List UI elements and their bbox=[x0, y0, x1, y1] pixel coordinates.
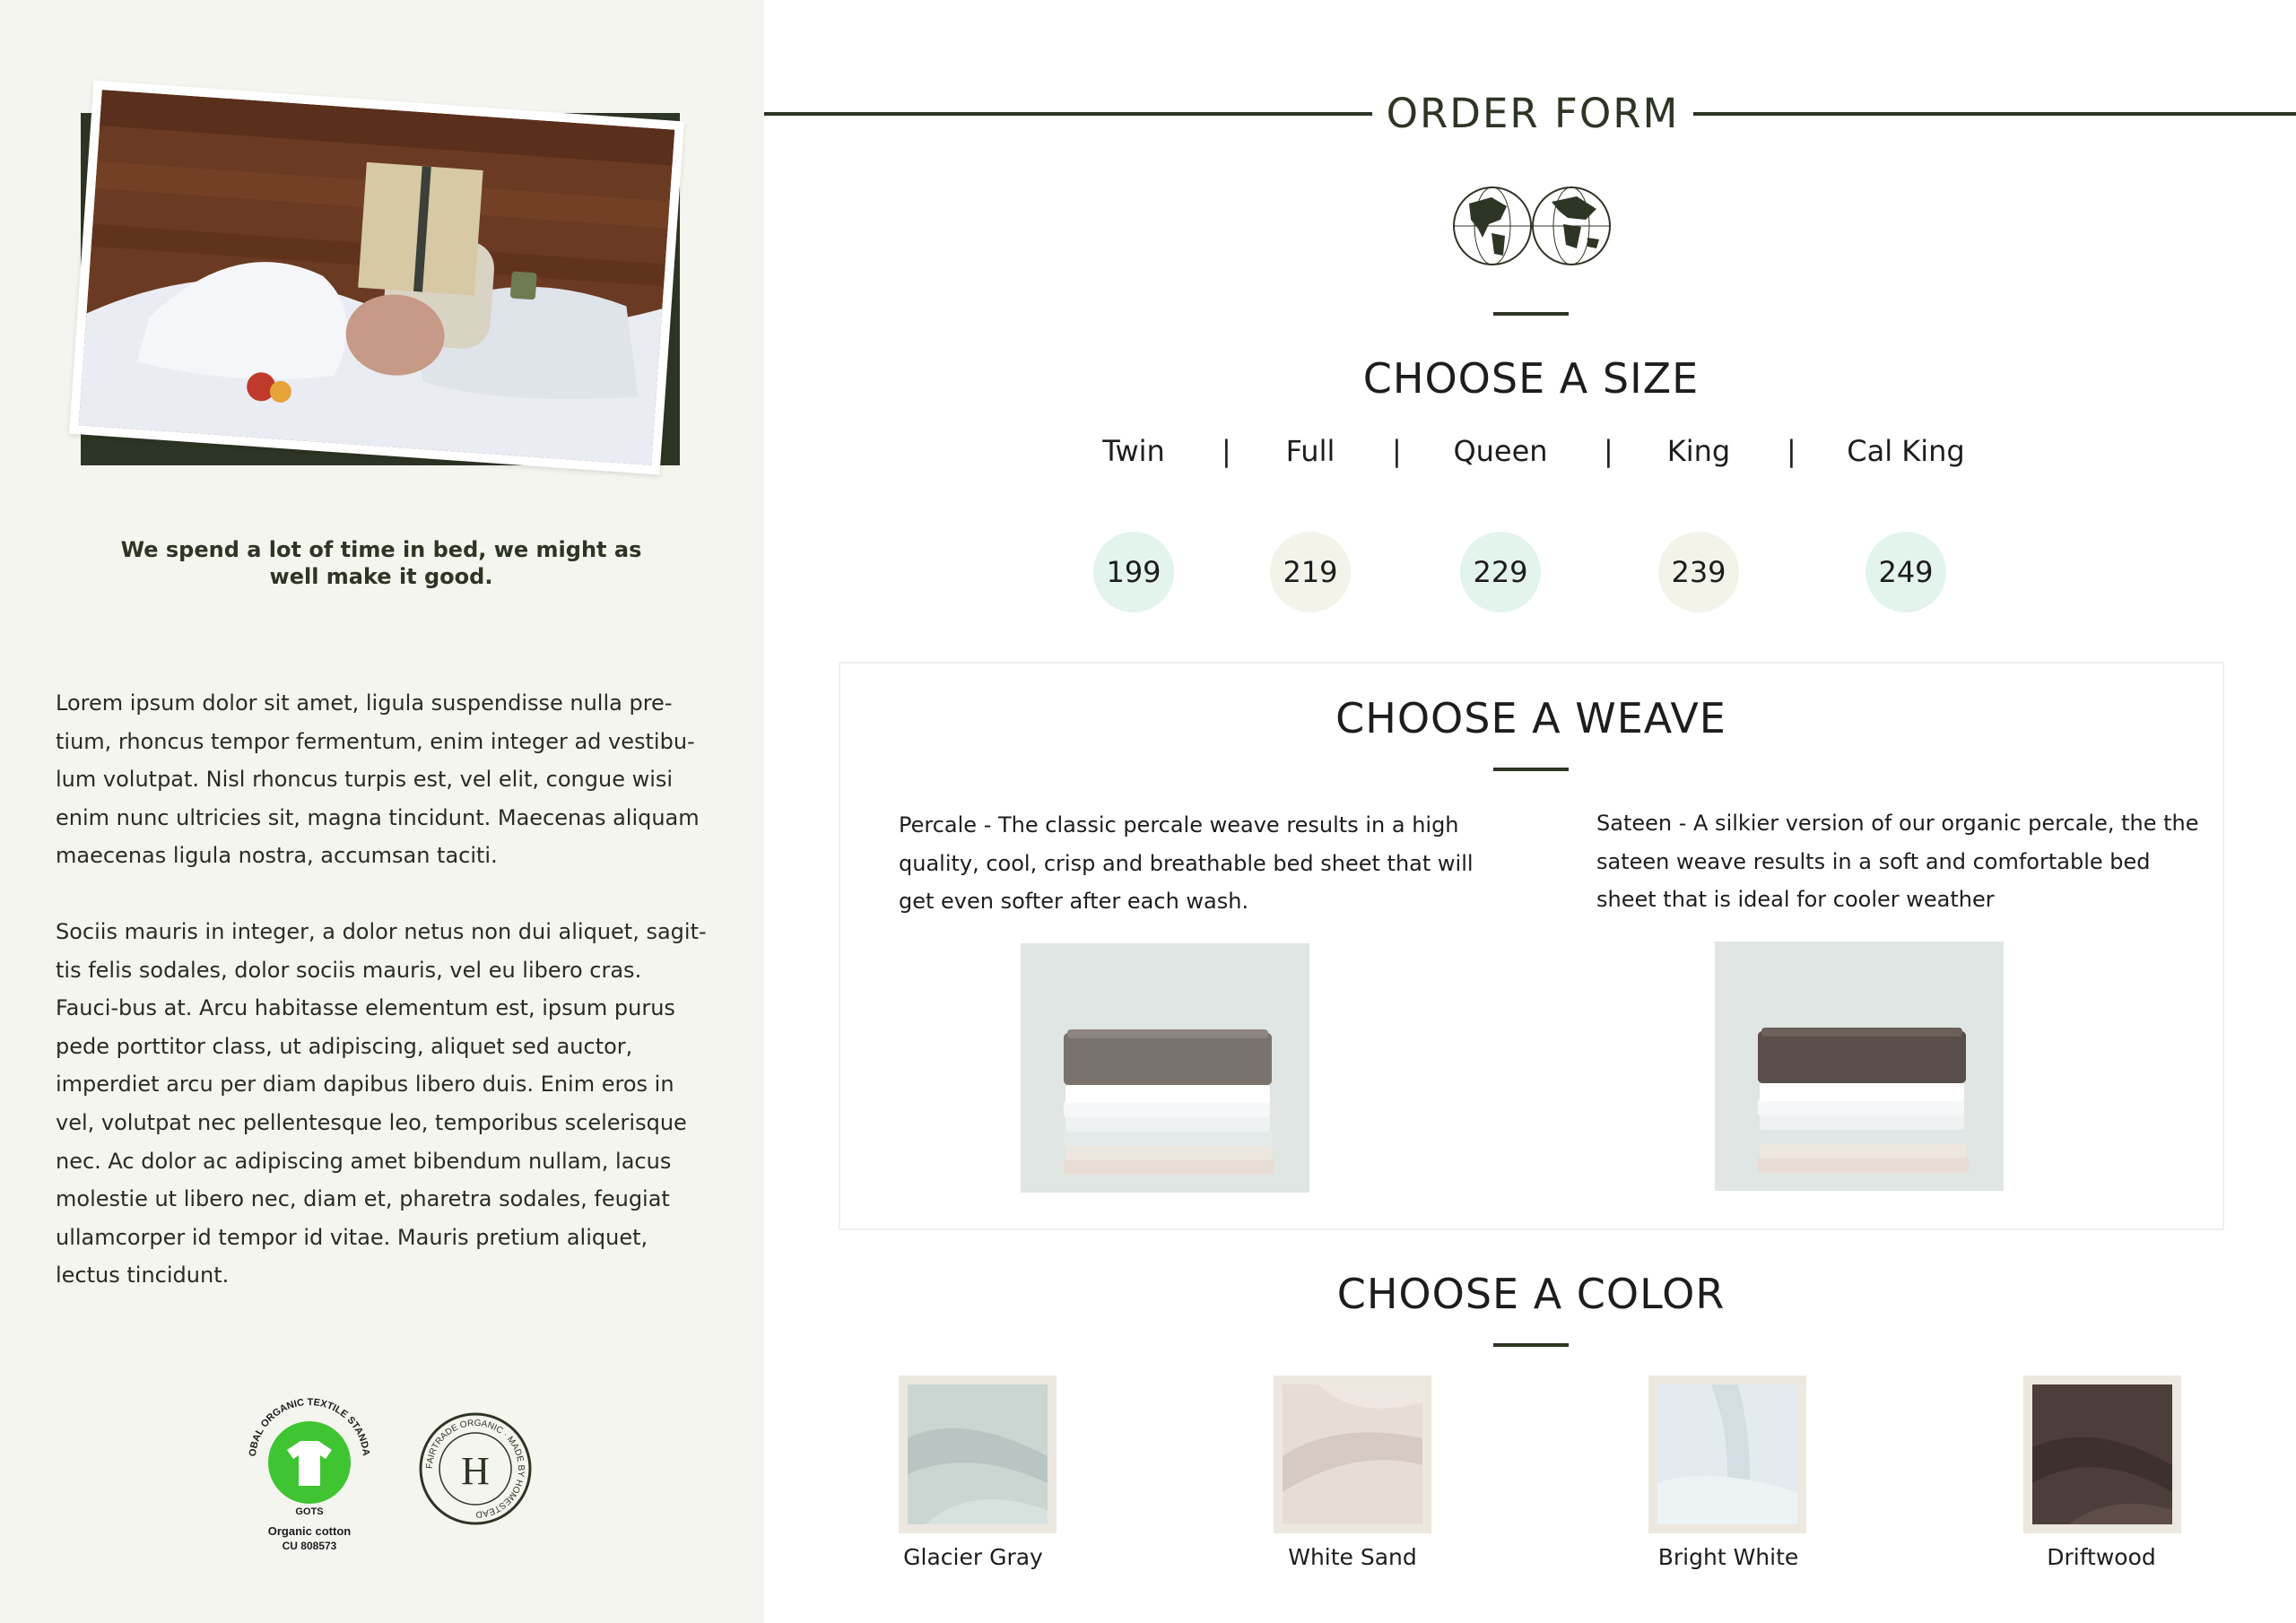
title-rule-left bbox=[764, 112, 1372, 116]
size-separator: | bbox=[1787, 434, 1796, 468]
title-rule-right bbox=[1693, 112, 2296, 116]
price-badge-cal-king[interactable]: 249 bbox=[1866, 532, 1946, 612]
svg-text:GOTS: GOTS bbox=[295, 1506, 324, 1517]
color-label-white-sand: White Sand bbox=[1288, 1544, 1417, 1570]
sateen-description: Sateen - A silkier version of our organic percale, the the sateen weave results in a soft and comfortable bed sheet that is ideal for cooler weather bbox=[1596, 811, 2199, 912]
divider bbox=[1493, 768, 1569, 771]
order-form-title: ORDER FORM bbox=[1386, 90, 1680, 137]
size-option-queen[interactable]: Queen bbox=[1453, 434, 1548, 468]
svg-text:CU 808573: CU 808573 bbox=[282, 1540, 337, 1552]
price-badge-full[interactable]: 219 bbox=[1270, 532, 1351, 612]
price-badge-queen[interactable]: 229 bbox=[1460, 532, 1541, 612]
size-separator: | bbox=[1222, 434, 1231, 468]
color-swatch-white-sand[interactable] bbox=[1274, 1376, 1431, 1533]
color-label-bright-white: Bright White bbox=[1657, 1544, 1799, 1570]
color-swatch-glacier-gray[interactable] bbox=[899, 1376, 1057, 1533]
price-badge-king[interactable]: 239 bbox=[1658, 532, 1739, 612]
color-swatch-bright-white[interactable] bbox=[1648, 1376, 1806, 1533]
svg-text:H: H bbox=[461, 1449, 490, 1493]
divider bbox=[1493, 1343, 1569, 1347]
price-badge-twin[interactable]: 199 bbox=[1093, 532, 1174, 612]
sateen-sheets-image[interactable] bbox=[1715, 942, 2004, 1191]
size-option-king[interactable]: King bbox=[1666, 434, 1731, 468]
size-option-twin[interactable]: Twin bbox=[1102, 434, 1165, 468]
size-separator: | bbox=[1604, 434, 1613, 468]
size-option-cal-king[interactable]: Cal King bbox=[1847, 434, 1965, 468]
weave-heading: CHOOSE A WEAVE bbox=[1335, 694, 1726, 742]
color-heading: CHOOSE A COLOR bbox=[1336, 1270, 1726, 1318]
percale-sheets-image[interactable] bbox=[1021, 943, 1309, 1193]
tagline: We spend a lot of time in bed, we might as well make it good. bbox=[120, 537, 642, 589]
size-heading: CHOOSE A SIZE bbox=[1362, 354, 1700, 403]
svg-text:FAIRTRADE ORGANIC · MADE BY HO: FAIRTRADE ORGANIC · MADE BY HOMESTEAD bbox=[424, 1418, 526, 1520]
body-paragraph: Sociis mauris in integer, a dolor netus non dui aliquet, sagit-tis felis sodales, dolor sociis mauris, vel eu libero cras. Fauci-bus at. Arcu habitasse elementum est, ipsum purus pede porttitor class, ut adipiscing, aliquet sed auctor, imperdiet arcu per diam dapibus libero duis. Enim eros in vel, volutpat nec pellentesque leo, temporibus scelerisque nec. Ac dolor ac adipiscing amet bibendum nullam, lacus molestie ut libero nec, diam et, pharetra sodales, feugiat ullamcorper id tempor id vitae. Mauris pretium aliquet, lectus tincidunt. bbox=[56, 919, 707, 1289]
world-map-icon bbox=[1451, 184, 1613, 268]
gots-certification-logo bbox=[238, 1394, 381, 1556]
divider bbox=[1493, 312, 1569, 316]
color-label-driftwood: Driftwood bbox=[2047, 1544, 2156, 1570]
size-option-full[interactable]: Full bbox=[1285, 434, 1335, 468]
color-label-glacier-gray: Glacier Gray bbox=[903, 1544, 1043, 1570]
svg-text:Organic cotton: Organic cotton bbox=[267, 1524, 352, 1538]
intro-paragraph: Lorem ipsum dolor sit amet, ligula suspendisse nulla pre-tium, rhoncus tempor fermentum, enim integer ad vestibu-lum volutpat. Nisl rhoncus turpis est, vel elit, congue wisi enim nunc ultricies sit, magna tincidunt. Maecenas aliquam maecenas ligula nostra, accumsan taciti. bbox=[56, 690, 700, 869]
fairtrade-organic-badge bbox=[417, 1410, 534, 1527]
percale-description: Percale - The classic percale weave results in a high quality, cool, crisp and breathable bed sheet that will get even softer after each wash. bbox=[899, 812, 1474, 914]
bedroom-photo bbox=[69, 80, 684, 474]
svg-text:GLOBAL ORGANIC TEXTILE STANDAR: OBAL ORGANIC TEXTILE STANDA bbox=[247, 1396, 371, 1457]
left-panel bbox=[0, 0, 764, 1623]
color-swatch-driftwood[interactable] bbox=[2023, 1376, 2181, 1533]
size-separator: | bbox=[1392, 434, 1402, 468]
